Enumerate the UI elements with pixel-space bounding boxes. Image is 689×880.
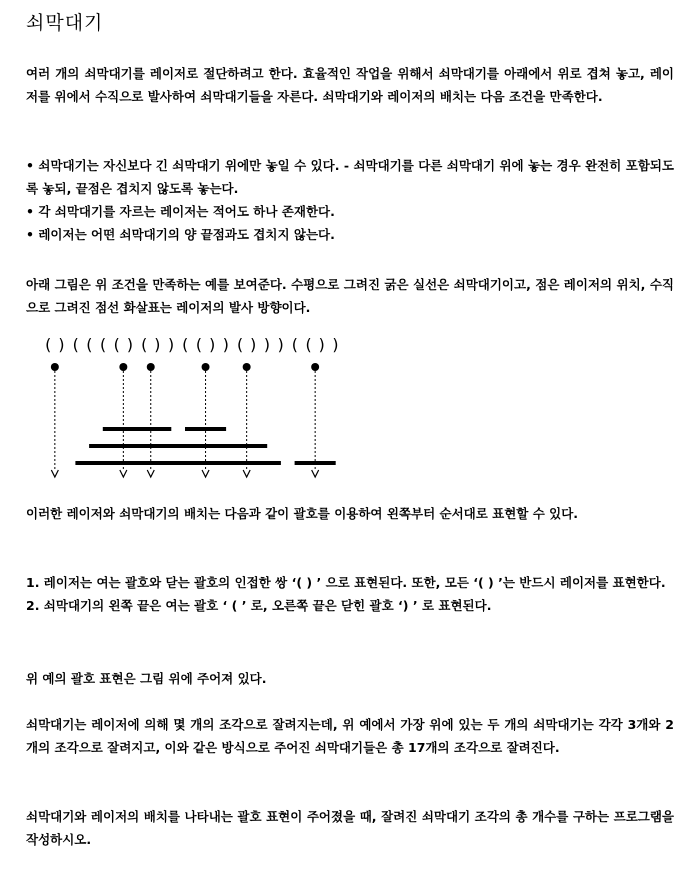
bracket-char: ( [193, 335, 204, 354]
laser-arrowhead [120, 470, 127, 477]
rule-item: 2. 쇠막대기의 왼쪽 끝은 여는 괄호 ‘ ( ’ 로, 오른쪽 끝은 닫힌 괄호 ‘) ’ 로 표현된다. [26, 598, 492, 613]
bracket-char: ( [139, 335, 149, 354]
figure-description: 아래 그림은 위 조건을 만족하는 예를 보여준다. 수평으로 그려진 굵은 실선은 쇠막대기이고, 점은 레이저의 위치, 수직으로 그려진 점선 화살표는 레이저의 발사 방향이다. [26, 277, 674, 315]
bracket-char: ( [97, 335, 108, 354]
example-note: 위 예의 괄호 표현은 그림 위에 주어져 있다. [26, 671, 267, 686]
problem-title: 쇠막대기 [26, 12, 104, 34]
bracket-char: ( [111, 335, 122, 354]
bracket-char: ) [125, 335, 136, 354]
task-paragraph: 쇠막대기와 레이저의 배치를 나타내는 괄호 표현이 주어졌을 때, 잘려진 쇠막대기 조각의 총 개수를 구하는 프로그램을 작성하시오. [26, 809, 674, 847]
intro-paragraph: 여러 개의 쇠막대기를 레이저로 절단하려고 한다. 효율적인 작업을 위해서 쇠막대기를 아래에서 위로 겹쳐 놓고, 레이저를 위에서 수직으로 발사하여 쇠막대기들을 자른다. 쇠막대기와 레이저의 배치는 다음 조건을 만족한다. [26, 66, 674, 104]
representation-intro: 이러한 레이저와 쇠막대기의 배치는 다음과 같이 괄호를 이용하여 왼쪽부터 순서대로 표현할 수 있다. [26, 506, 579, 521]
bracket-char: ) [166, 335, 177, 354]
bracket-char: ) [248, 335, 259, 354]
laser-arrowhead [312, 470, 319, 477]
bracket-char: ) [152, 335, 163, 354]
bracket-char: ) [207, 335, 218, 354]
laser-arrowhead [243, 470, 250, 477]
bracket-char: ( [180, 335, 190, 354]
bracket-char: ) [317, 335, 327, 354]
condition-item: • 레이저는 어떤 쇠막대기의 양 끝점과도 겹치지 않는다. [26, 227, 335, 242]
bracket-char: ( [43, 335, 53, 354]
figure-svg [26, 330, 346, 490]
bracket-char: ( [289, 335, 300, 354]
condition-item: • 쇠막대기는 자신보다 긴 쇠막대기 위에만 놓일 수 있다. - 쇠막대기를 다른 쇠막대기 위에 놓는 경우 완전히 포함되도록 놓되, 끝점은 겹치지 않도록 놓는다. [26, 158, 674, 196]
bracket-char: ) [262, 335, 273, 354]
rules-list [26, 571, 674, 617]
laser-arrowhead [147, 470, 154, 477]
bracket-char: ( [303, 335, 314, 354]
bracket-char: ) [330, 335, 341, 354]
bracket-char: ) [276, 335, 286, 354]
bracket-char: ) [56, 335, 67, 354]
iron-bar-figure [26, 330, 346, 494]
conditions-list [26, 154, 674, 246]
pieces-paragraph: 쇠막대기는 레이저에 의해 몇 개의 조각으로 잘려지는데, 위 예에서 가장 위에 있는 두 개의 쇠막대기는 각각 3개와 2개의 조각으로 잘려지고, 이와 같은 방식으로 주어진 쇠막대기들은 총 17개의 조각으로 잘려진다. [26, 717, 674, 755]
bracket-char: ( [70, 335, 81, 354]
bracket-char: ) [221, 335, 231, 354]
rule-item: 1. 레이저는 여는 괄호와 닫는 괄호의 인접한 쌍 ‘( ) ’ 으로 표현된다. 또한, 모든 ‘( ) ’는 반드시 레이저를 표현한다. [26, 575, 666, 590]
condition-item: • 각 쇠막대기를 자르는 레이저는 적어도 하나 존재한다. [26, 204, 335, 219]
laser-arrowhead [51, 470, 58, 477]
bracket-char: ( [234, 335, 245, 354]
bracket-char: ( [84, 335, 94, 354]
laser-arrowhead [202, 470, 209, 477]
